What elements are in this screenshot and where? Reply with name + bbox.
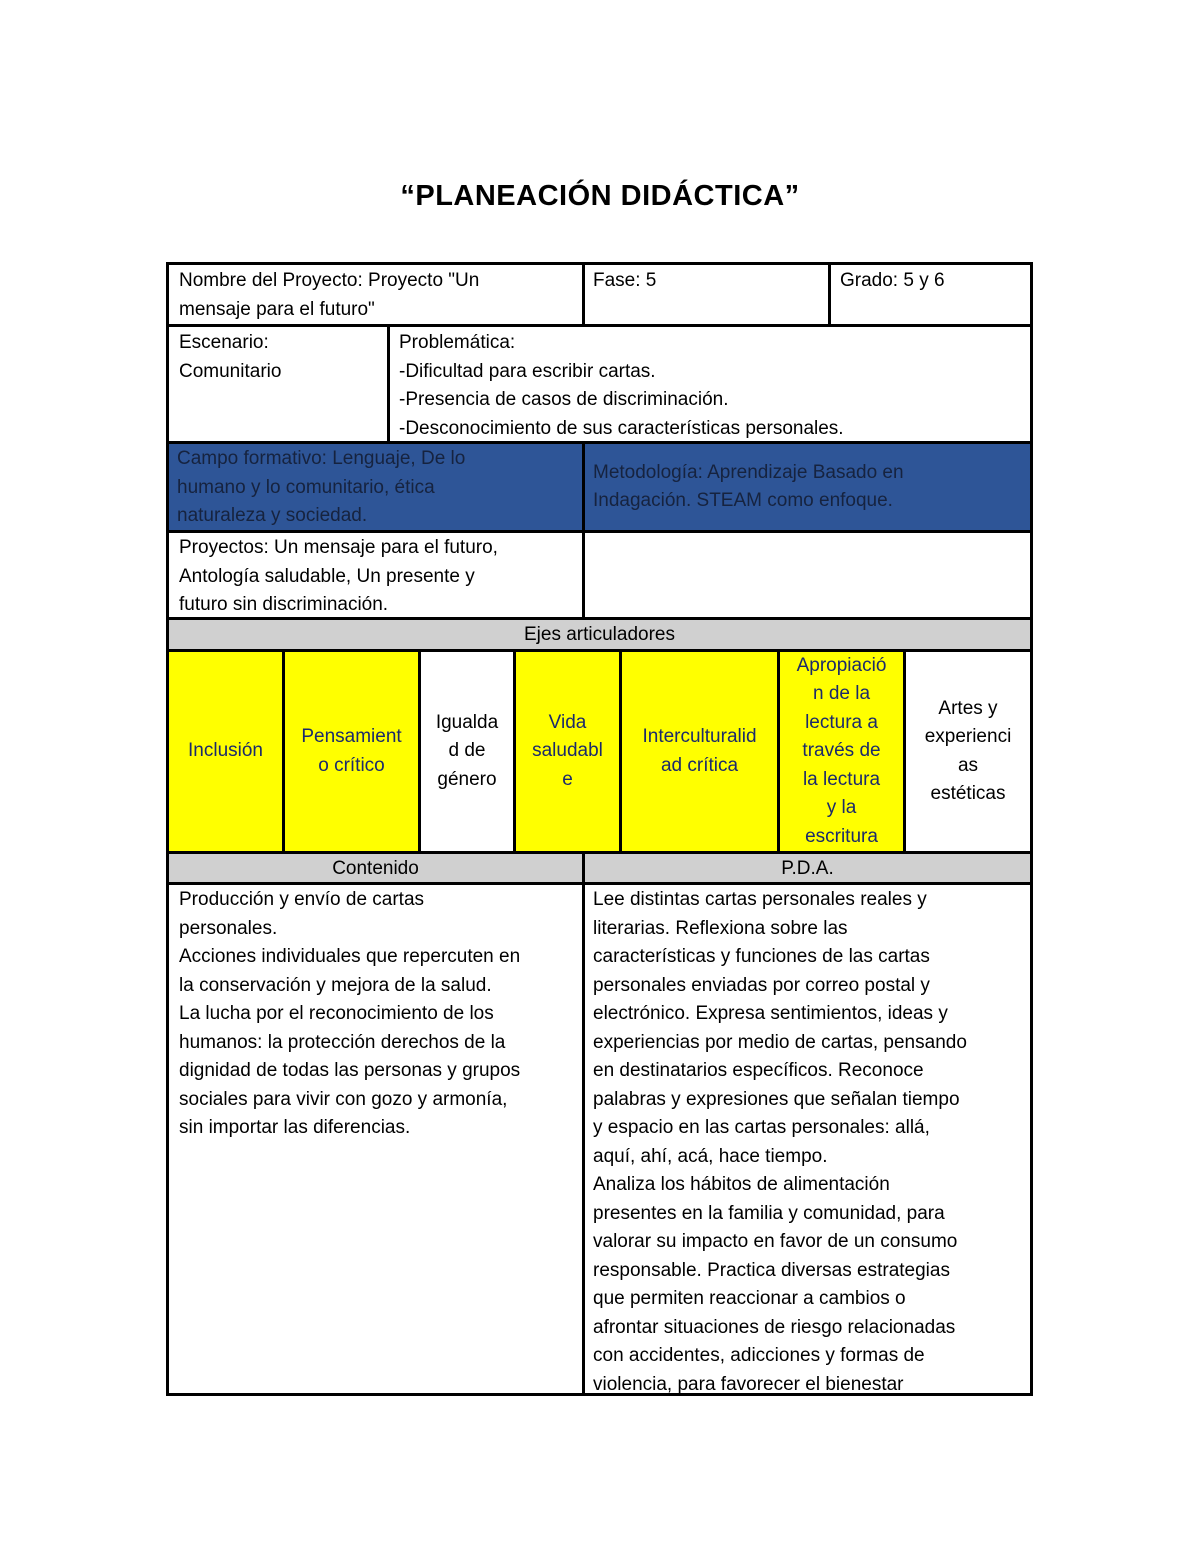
- axis-gender-equality: Igualda d de género: [435, 711, 499, 790]
- pda-header: [585, 854, 1030, 883]
- axis-arts-aesthetics: Artes y experienci as estéticas: [924, 697, 1012, 804]
- methodology-cell: [585, 444, 1030, 530]
- formative-field-line: humano y lo comunitario, ética: [177, 476, 435, 498]
- formative-field-line: naturaleza y sociedad.: [177, 505, 368, 526]
- methodology-line: Metodología: Aprendizaje Basado en: [593, 461, 904, 483]
- formative-field-cell: [169, 444, 582, 530]
- grade-text: Grado: 5 y 6: [840, 270, 945, 291]
- project-name-cell: [171, 266, 581, 324]
- pda-header-text: P.D.A.: [781, 858, 834, 879]
- axis-interculturality: Interculturalid ad crítica: [622, 652, 777, 851]
- project-name-line: Nombre del Proyecto: Proyecto "Un: [179, 270, 480, 291]
- phase-text: Fase: 5: [593, 270, 657, 291]
- projects-line: futuro sin discriminación.: [179, 594, 389, 615]
- axes-header-text: Ejes articuladores: [523, 624, 676, 645]
- problem-line: -Dificultad para escribir cartas.: [399, 360, 656, 382]
- scenario-cell: [171, 328, 385, 440]
- pda-body: Lee distintas cartas personales reales y literarias. Reflexiona sobre las características y funciones de las cartas personales enviadas por correo postal y electrónico. Expresa sentimientos, ideas y experiencias por medio de cartas, pensando en destinatarios específicos. Reconoce palabras y expresiones que señalan tiempo y espacio en las cartas personales: allá, aquí, ahí, acá, hace tiempo. Analiza los hábitos de alimentación presentes en la familia y comunidad, para valorar su impacto en favor de un consumo responsable. Practica diversas estrategias que permiten reaccionar a cambios o afrontar situaciones de riesgo relacionadas con accidentes, adicciones y formas de violencia, para favorecer el bienestar: [593, 889, 967, 1393]
- axis-healthy-life: Vida saludabl e: [516, 652, 619, 851]
- axis-critical-thinking: Pensamient o crítico: [285, 652, 418, 851]
- content-header-text: Contenido: [332, 858, 419, 879]
- axis-reading-appropriation: Apropiació n de la lectura a través de la lectura y la escritura: [780, 652, 903, 851]
- axis-inclusion: Inclusión: [169, 652, 282, 851]
- project-name-line: mensaje para el futuro": [179, 298, 375, 320]
- content-header: [169, 854, 582, 883]
- axes-header: [169, 620, 1030, 650]
- scenario-line: Escenario:: [179, 332, 269, 353]
- phase-cell: [585, 266, 825, 324]
- page-title: “PLANEACIÓN DIDÁCTICA”: [400, 180, 800, 212]
- problem-cell: [391, 328, 1031, 440]
- projects-cell: [171, 533, 581, 617]
- problem-line: Problemática:: [399, 332, 516, 353]
- problem-line: -Desconocimiento de sus características personales.: [399, 417, 844, 439]
- planning-table: [166, 262, 1033, 1396]
- projects-line: Antología saludable, Un presente y: [179, 565, 475, 587]
- methodology-line: Indagación. STEAM como enfoque.: [593, 490, 893, 511]
- formative-field-line: Campo formativo: Lenguaje, De lo: [177, 448, 466, 469]
- grade-cell: [832, 266, 1030, 324]
- empty-cell: [585, 533, 1030, 617]
- content-body: Producción y envío de cartas personales. Acciones individuales que repercuten en la conservación y mejora de la salud. La lucha por el reconocimiento de los humanos: la protección derechos de la dignidad de todas las personas y grupos sociales para vivir con gozo y armonía, sin importar las diferencias.: [179, 889, 521, 1138]
- scenario-line: Comunitario: [179, 360, 282, 382]
- problem-line: -Presencia de casos de discriminación.: [399, 389, 729, 410]
- projects-line: Proyectos: Un mensaje para el futuro,: [179, 537, 498, 558]
